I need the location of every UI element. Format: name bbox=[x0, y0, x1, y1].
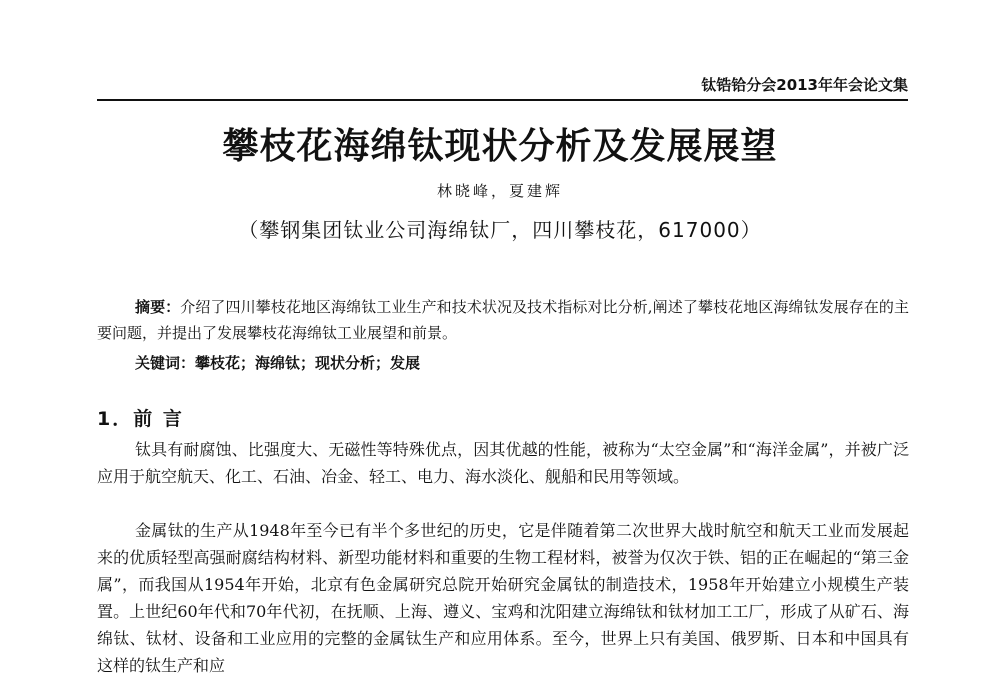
keywords-label: 关键词： bbox=[135, 354, 196, 372]
abstract-label: 摘要： bbox=[135, 298, 181, 316]
body-paragraph: 金属钛的生产从1948年至今已有半个多世纪的历史，它是伴随着第二次世界大战时航空和航天工业而发展起来的优质轻型高强耐腐结构材料、新型功能材料和重要的生物工程材料，被誉为仅次于铁、铝的正在崛起的“第三金属”，而我国从1954年开始，北京有色金属研究总院开始研究金属钛的制造技术，1958年开始建立小规模生产装置。上世纪60年代和70年代初，在抚顺、上海、遵义、宝鸡和沈阳建立海绵钛和钛材加工工厂，形成了从矿石、海绵钛、钛材、设备和工业应用的完整的金属钛生产和应用体系。至今，世界上只有美国、俄罗斯、日本和中国具有这样的钛生产和应 bbox=[97, 521, 909, 675]
body-paragraph: 钛具有耐腐蚀、比强度大、无磁性等特殊优点，因其优越的性能，被称为“太空金属”和“海洋金属”，并被广泛应用于航空航天、化工、石油、冶金、轻工、电力、海水淡化、舰船和民用等领域。 bbox=[97, 440, 909, 486]
paper-affiliation: （攀钢集团钛业公司海绵钛厂，四川攀枝花，617000） bbox=[238, 218, 762, 242]
keywords bbox=[135, 350, 420, 376]
paper-title: 攀枝花海绵钛现状分析及发展展望 bbox=[222, 125, 778, 167]
header-rule bbox=[97, 99, 908, 101]
abstract-text: 介绍了四川攀枝花地区海绵钛工业生产和技术状况及技术指标对比分析,阐述了攀枝花地区海绵钛发展存在的主要问题，并提出了发展攀枝花海绵钛工业展望和前景。 bbox=[97, 298, 909, 342]
keywords-text: 攀枝花；海绵钛；现状分析；发展 bbox=[195, 354, 421, 372]
section-heading-introduction: 1．前 言 bbox=[97, 408, 184, 430]
abstract bbox=[97, 294, 909, 346]
paper-authors: 林晓峰，夏建辉 bbox=[436, 182, 563, 200]
running-header: 钛锆铪分会2013年年会论文集 bbox=[701, 76, 908, 94]
